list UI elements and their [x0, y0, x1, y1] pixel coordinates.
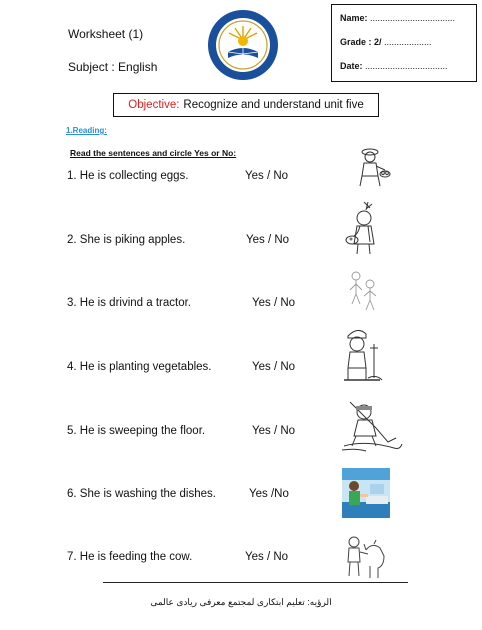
name-field[interactable]: Name: .................................. [340, 13, 456, 23]
worksheet-title: Worksheet (1) [68, 27, 144, 41]
washing-dishes-photo [342, 468, 390, 518]
section-title: 1.Reading: [66, 126, 107, 135]
answer-choice-1[interactable]: Yes / No [245, 170, 289, 182]
subject-label: Subject : English [68, 60, 158, 74]
answer-choice-4[interactable]: Yes / No [252, 361, 296, 373]
boy-planting-picture [340, 328, 384, 384]
answer-choice-7[interactable]: Yes / No [245, 551, 289, 563]
children-walking-picture [344, 268, 384, 314]
question-3: 3. He is drivind a tractor. [67, 297, 191, 309]
objective-label: Objective: [128, 99, 180, 111]
student-info-box [331, 4, 477, 82]
question-1: 1. He is collecting eggs. [67, 170, 189, 182]
answer-choice-6[interactable]: Yes /No [249, 488, 289, 500]
instruction-text: Read the sentences and circle Yes or No: [70, 148, 237, 158]
answer-choice-3[interactable]: Yes / No [252, 297, 296, 309]
footer-vision-text: الرؤيه: تعليم ابتكارى لمجتمع معرفى ريادى عالمى [150, 597, 332, 607]
objective-box [113, 93, 379, 117]
answer-choice-2[interactable]: Yes / No [246, 234, 290, 246]
question-4: 4. He is planting vegetables. [67, 361, 212, 373]
objective-text: Recognize and understand unit five [183, 99, 364, 111]
boy-sweeping-picture [336, 398, 408, 454]
question-6: 6. She is washing the dishes. [67, 488, 216, 500]
girl-picking-apples-picture [340, 200, 382, 256]
question-2: 2. She is piking apples. [67, 234, 186, 246]
question-5: 5. He is sweeping the floor. [67, 425, 206, 437]
answer-choice-5[interactable]: Yes / No [252, 425, 296, 437]
boy-collecting-eggs-picture [352, 146, 392, 188]
boy-feeding-cow-picture [340, 532, 388, 580]
grade-field[interactable]: Grade : 2/ ................... [340, 37, 432, 47]
date-field[interactable]: Date: ................................. [340, 61, 448, 71]
school-logo [206, 8, 280, 82]
question-7: 7. He is feeding the cow. [67, 551, 193, 563]
footer-divider [103, 582, 408, 583]
